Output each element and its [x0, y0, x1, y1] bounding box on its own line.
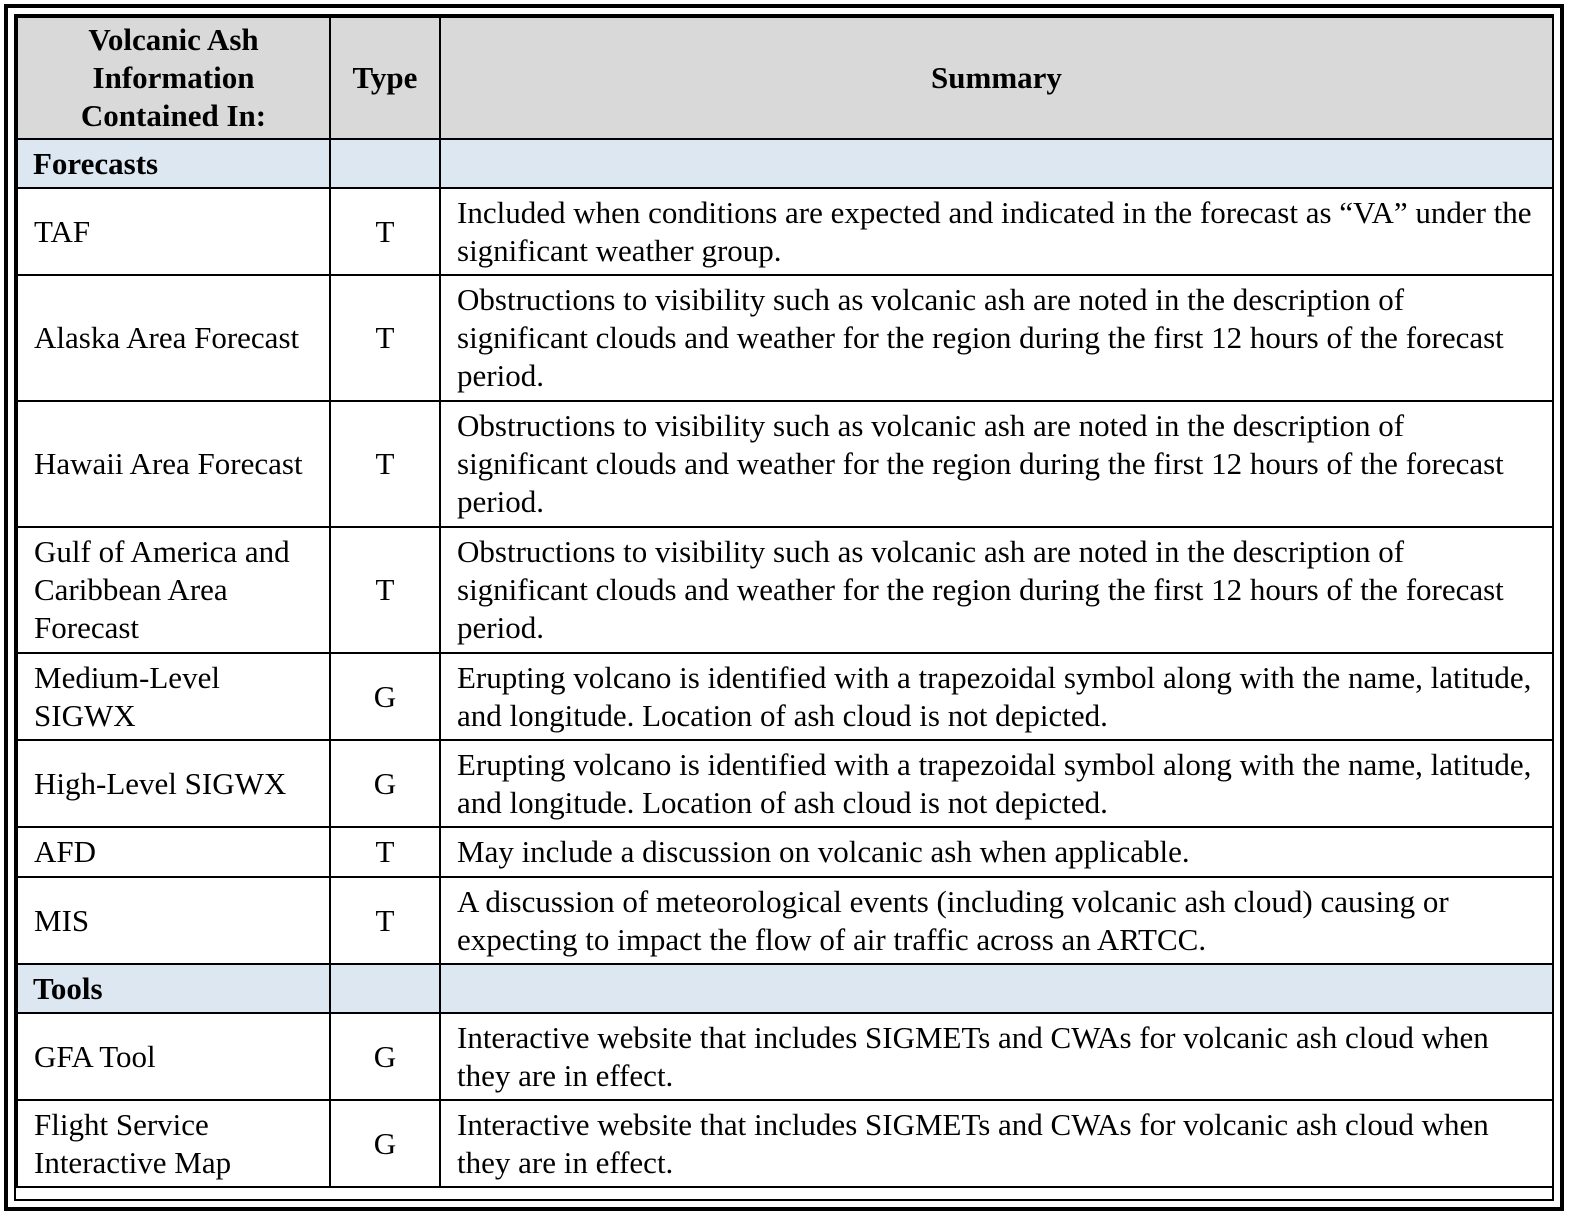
- info-cell: Alaska Area Forecast: [17, 275, 330, 401]
- type-cell: G: [330, 1013, 440, 1100]
- summary-cell: A discussion of meteorological events (including volcanic ash cloud) causing or expecting to impact the flow of air traffic across an ARTCC.: [440, 877, 1553, 964]
- table-row: [17, 827, 1553, 877]
- type-cell: T: [330, 401, 440, 527]
- table-row: [17, 740, 1553, 827]
- type-cell: T: [330, 877, 440, 964]
- type-cell: G: [330, 1100, 440, 1187]
- info-cell: TAF: [17, 188, 330, 275]
- info-cell: GFA Tool: [17, 1013, 330, 1100]
- info-cell: MIS: [17, 877, 330, 964]
- type-cell: T: [330, 527, 440, 653]
- header-summary: Summary: [440, 17, 1553, 139]
- summary-cell: Included when conditions are expected and indicated in the forecast as “VA” under the significant weather group.: [440, 188, 1553, 275]
- summary-cell: Interactive website that includes SIGMETs and CWAs for volcanic ash cloud when they are in effect.: [440, 1100, 1553, 1187]
- type-cell: T: [330, 188, 440, 275]
- info-cell: Hawaii Area Forecast: [17, 401, 330, 527]
- section-row-tools: [17, 964, 1553, 1013]
- header-info: Volcanic Ash Information Contained In:: [17, 17, 330, 139]
- section-title: Tools: [17, 964, 330, 1013]
- type-cell: G: [330, 653, 440, 740]
- summary-cell: Interactive website that includes SIGMETs and CWAs for volcanic ash cloud when they are in effect.: [440, 1013, 1553, 1100]
- summary-cell: Obstructions to visibility such as volcanic ash are noted in the description of significant clouds and weather for the region during the first 12 hours of the forecast period.: [440, 401, 1553, 527]
- info-cell: AFD: [17, 827, 330, 877]
- summary-cell: Erupting volcano is identified with a trapezoidal symbol along with the name, latitude, and longitude. Location of ash cloud is not depicted.: [440, 740, 1553, 827]
- header-row: [17, 17, 1553, 139]
- table-row: [17, 275, 1553, 401]
- volcanic-ash-table: [16, 16, 1554, 1188]
- type-cell: G: [330, 740, 440, 827]
- info-cell: Gulf of America and Caribbean Area Forecast: [17, 527, 330, 653]
- table-row: [17, 1013, 1553, 1100]
- table-row: [17, 188, 1553, 275]
- type-cell: T: [330, 827, 440, 877]
- table-row: [17, 1100, 1553, 1187]
- summary-cell: Erupting volcano is identified with a trapezoidal symbol along with the name, latitude, and longitude. Location of ash cloud is not depicted.: [440, 653, 1553, 740]
- section-title: Forecasts: [17, 139, 330, 188]
- summary-cell: May include a discussion on volcanic ash when applicable.: [440, 827, 1553, 877]
- summary-cell: Obstructions to visibility such as volcanic ash are noted in the description of significant clouds and weather for the region during the first 12 hours of the forecast period.: [440, 527, 1553, 653]
- info-cell: High-Level SIGWX: [17, 740, 330, 827]
- table-row: [17, 527, 1553, 653]
- header-type: Type: [330, 17, 440, 139]
- summary-cell: Obstructions to visibility such as volcanic ash are noted in the description of significant clouds and weather for the region during the first 12 hours of the forecast period.: [440, 275, 1553, 401]
- info-cell: Flight Service Interactive Map: [17, 1100, 330, 1187]
- info-cell: Medium-Level SIGWX: [17, 653, 330, 740]
- type-cell: T: [330, 275, 440, 401]
- table-row: [17, 401, 1553, 527]
- table-row: [17, 653, 1553, 740]
- section-row-forecasts: [17, 139, 1553, 188]
- table-row: [17, 877, 1553, 964]
